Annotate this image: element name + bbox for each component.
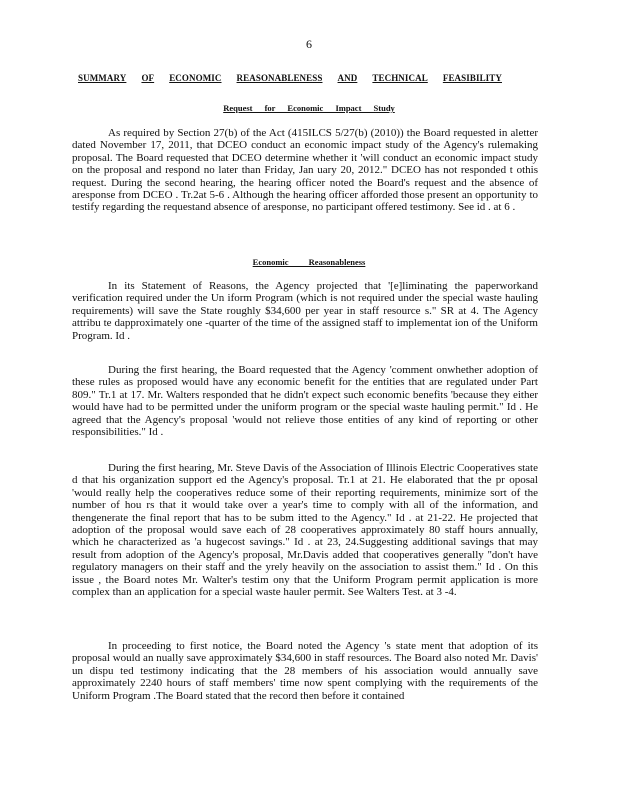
heading-word: AND bbox=[337, 73, 358, 83]
page-number: 6 bbox=[306, 37, 312, 51]
section-heading bbox=[78, 73, 502, 83]
paragraph: During the first hearing, the Board requested that the Agency 'comment onwhether adoption of these rules as proposed would have any economic benefit for the entities that are regulated under Part 809." Tr.1 at 17. Mr. Walters responded that he didn't expect such economic benefits 'because they either would have had to be permitted under the uniform program or the special waste hauling permit." Id . He agreed that the Agency's proposal 'would not relieve those entities of any kind of reporting or other responsibilities." Id . bbox=[72, 364, 538, 439]
paragraph: During the first hearing, Mr. Steve Davis of the Association of Illinois Electric Cooperatives state d that his organization support ed the Agency's proposal. Tr.1 at 21. He elaborated that the pr oposal 'would really help the cooperatives reduce some of their reporting requirements, minimize sort of the number of hou rs that it would take over a year's time to comply with all of the information, and thengenerate the final report that has to be subm itted to the Agency." Id . at 21-22. He projected that adoption of the proposal would save each of 28 cooperatives approximately 80 staff hours annually, which he characterized as 'a hugecost savings." Id . at 23, 24.Suggesting additional savings that may result from adoption of the Agency's proposal, Mr.Davis added that cooperatives generally ''don't have regulatory managers on their staff and the yrely heavily on the association to assist them." Id . On this issue , the Board notes Mr. Walter's testim ony that the Uniform Program permit application is more complex than an application for a special waste hauler permit. See Walters Test. at 3 -4. bbox=[72, 462, 538, 599]
heading-word: SUMMARY bbox=[78, 73, 127, 83]
paragraph: In proceeding to first notice, the Board noted the Agency 's state ment that adoption of its proposal would an nually save approximately $34,600 in staff resources. The Board also noted Mr. Davis' un dispu ted testimony indicating that the 28 members of his association would annually save approximately 2240 hours of staff members' time now spent complying with the requirements of the Uniform Program .The Board stated that the record then before it contained bbox=[72, 640, 538, 702]
subheading-economic-reasonableness: Economic Reasonableness bbox=[252, 257, 366, 267]
subheading-request: Request for Economic Impact Study bbox=[223, 103, 395, 113]
paragraph: In its Statement of Reasons, the Agency projected that '[e]liminating the paperworkand verification required under the Un iform Program (which is not required under the special waste hauling requirements) will save the State roughly $34,600 per year in staff resource s." SR at 4. The Agency attribu te dapproximately one -quarter of the time of the assigned staff to implementat ion of the Uniform Program. Id . bbox=[72, 280, 538, 342]
heading-word: ECONOMIC bbox=[169, 73, 222, 83]
heading-word: OF bbox=[141, 73, 155, 83]
heading-word: TECHNICAL bbox=[372, 73, 428, 83]
heading-word: REASONABLENESS bbox=[236, 73, 323, 83]
heading-word: FEASIBILITY bbox=[442, 73, 502, 83]
paragraph: As required by Section 27(b) of the Act (415ILCS 5/27(b) (2010)) the Board requested in aletter dated November 17, 2011, that DCEO conduct an economic impact study of the Agency's rulemaking proposal. The Board requested that DCEO determine whether it 'will conduct an economic impact study on the proposal and respond no later than Friday, Jan uary 20, 2012." DCEO has not responded t othis request. During the second hearing, the hearing officer noted the Board's request and the absence of aresponse from DCEO . Tr.2at 5-6 . Although the hearing officer afforded those present an opportunity to testify regarding the requestand absence of aresponse, no participant offered testimony. See id . at 6 . bbox=[72, 127, 538, 214]
